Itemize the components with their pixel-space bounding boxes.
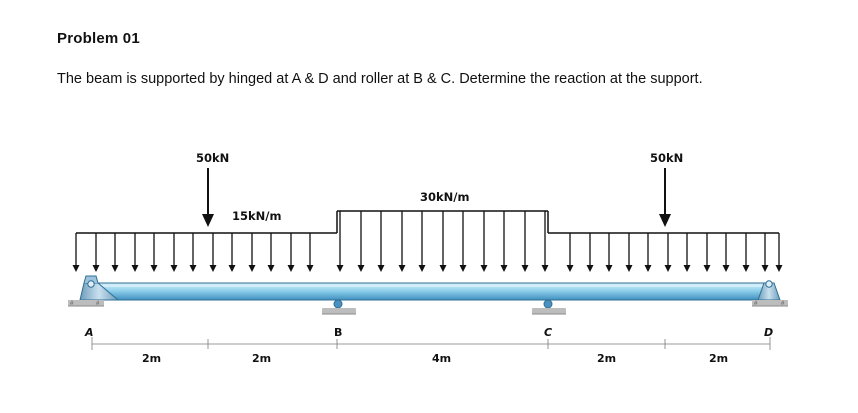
udl-arrowhead [542, 265, 549, 272]
udl-arrowhead [151, 265, 158, 272]
dimension-line [92, 337, 770, 350]
udl-arrowhead [567, 265, 574, 272]
support-label-c: C [544, 326, 553, 339]
udl-arrowhead [93, 265, 100, 272]
udl-arrowhead [460, 265, 467, 272]
support-label-b: B [334, 326, 343, 339]
svg-text:#: # [70, 301, 74, 307]
svg-text:#: # [96, 301, 100, 307]
udl-arrowhead [776, 265, 783, 272]
udl-arrowhead [171, 265, 178, 272]
udl-arrowhead [587, 265, 594, 272]
dimension-label-3: 4m [432, 352, 452, 365]
udl-arrowhead [501, 265, 508, 272]
udl-arrowhead [440, 265, 447, 272]
dimension-label-4: 2m [597, 352, 617, 365]
problem-statement: The beam is supported by hinged at A & D and roller at B & C. Determine the reaction at the support. [57, 71, 703, 87]
udl-arrowhead [307, 265, 314, 272]
support-label-a: A [85, 326, 94, 339]
udl-arrowhead [723, 265, 730, 272]
udl-arrowhead [743, 265, 750, 272]
udl-arrowhead [337, 265, 344, 272]
dimension-label-2: 2m [252, 352, 272, 365]
point-load-left-label: 50kN [196, 151, 230, 165]
udl-arrowhead [190, 265, 197, 272]
dimension-label-1: 2m [142, 352, 162, 365]
udl-left-label: 15kN/m [232, 209, 282, 223]
udl-arrowhead [210, 265, 217, 272]
svg-text:#: # [754, 301, 758, 307]
udl-arrowhead [665, 265, 672, 272]
udl-arrowhead [481, 265, 488, 272]
udl-arrowhead [112, 265, 119, 272]
udl-arrowhead [268, 265, 275, 272]
udl-mid-label: 30kN/m [420, 190, 470, 204]
udl-arrowhead [626, 265, 633, 272]
udl-arrowhead [645, 265, 652, 272]
beam [84, 283, 774, 300]
udl-arrowhead [378, 265, 385, 272]
udl-arrowhead [132, 265, 139, 272]
distributed-load-15 [73, 209, 783, 272]
udl-arrowhead [762, 265, 769, 272]
udl-arrowhead [229, 265, 236, 272]
point-load-right-label: 50kN [650, 151, 684, 165]
udl-arrowhead [704, 265, 711, 272]
udl-arrowhead [684, 265, 691, 272]
udl-arrowhead [73, 265, 80, 272]
udl-arrowhead [419, 265, 426, 272]
udl-arrowhead [522, 265, 529, 272]
udl-arrowhead [288, 265, 295, 272]
udl-arrowhead [399, 265, 406, 272]
udl-arrowhead [358, 265, 365, 272]
distributed-load-30 [337, 190, 549, 272]
support-b-roller [322, 300, 356, 314]
point-load-left [196, 151, 229, 227]
support-c-roller [532, 300, 566, 314]
problem-title: Problem 01 [57, 30, 140, 47]
dimension-label-5: 2m [709, 352, 729, 365]
point-load-right [650, 151, 683, 227]
support-label-d: D [764, 326, 774, 339]
udl-arrowhead [249, 265, 256, 272]
udl-arrowhead [606, 265, 613, 272]
svg-text:#: # [781, 301, 785, 307]
